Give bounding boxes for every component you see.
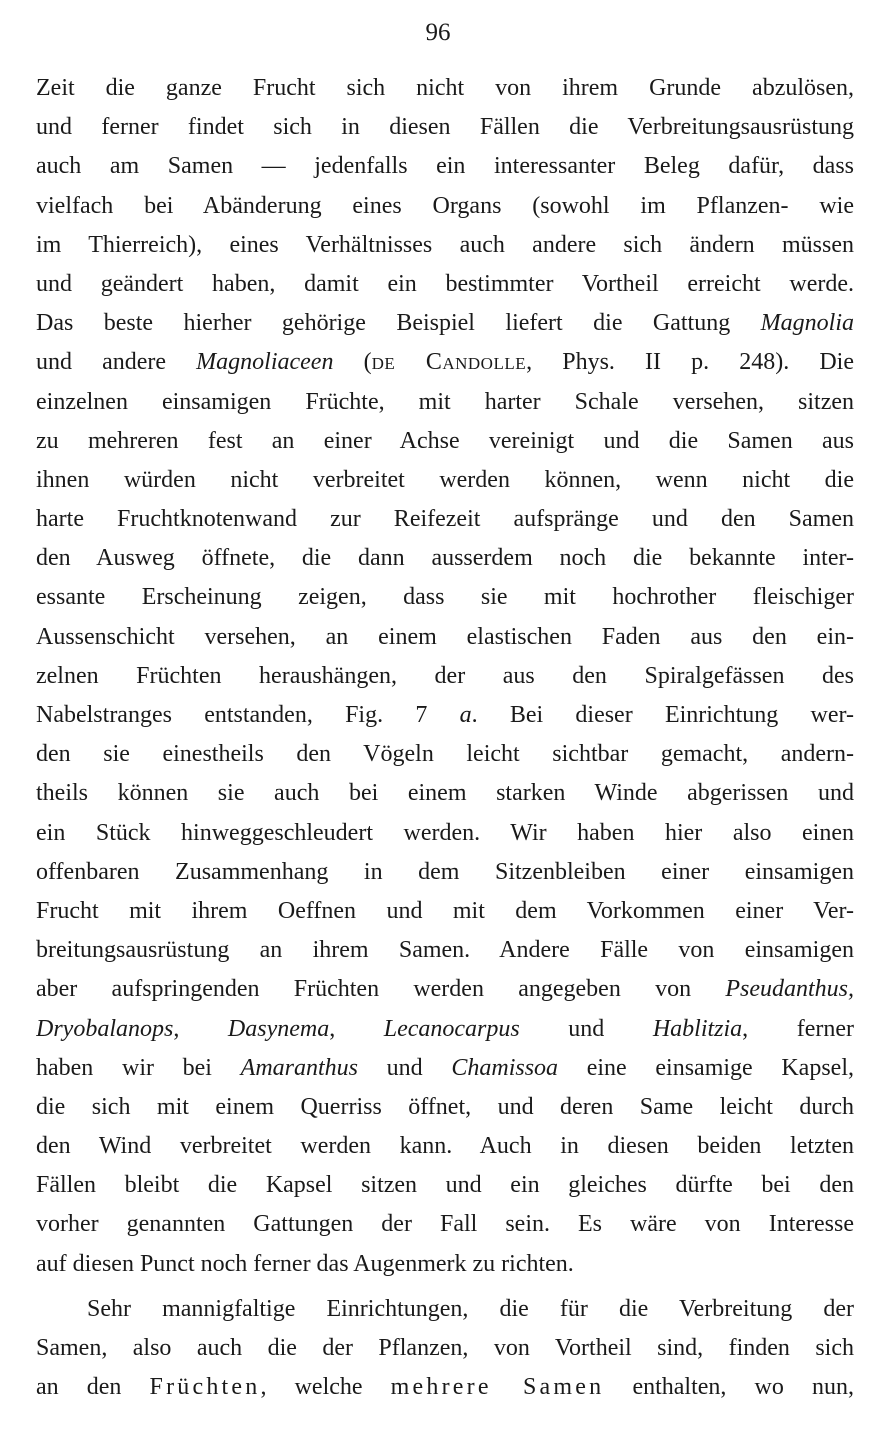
text-line: Frucht mit ihrem Oeffnen und mit dem Vorkommen einer Ver- (36, 897, 854, 924)
text-line: Zeit die ganze Frucht sich nicht von ihrem Grunde abzulösen, (36, 75, 854, 101)
text-line: offenbaren Zusammenhang in dem Sitzenbleiben einer einsamigen (36, 858, 854, 885)
paragraph-2 (36, 1290, 854, 1408)
text-line: Dryobalanops, Dasynema, Lecanocarpus und Hablitzia, ferner (36, 1015, 854, 1042)
family-name: Magnoliaceen (196, 349, 334, 376)
text-line: die sich mit einem Querriss öffnet, und deren Same leicht durch (36, 1093, 854, 1120)
text-line: den Wind verbreitet werden kann. Auch in diesen beiden letzten (36, 1133, 854, 1160)
genus-name: Amaranthus (240, 1054, 358, 1081)
text-line: und andere Magnoliaceen (de Candolle, Phys. II p. 248). Die (36, 349, 854, 376)
text-line: essante Erscheinung zeigen, dass sie mit hochrother fleischiger (36, 584, 854, 611)
paragraph-1 (36, 69, 854, 1284)
genus-name: Lecanocarpus (383, 1015, 520, 1042)
text-line: den sie einestheils den Vögeln leicht sichtbar gemacht, andern- (36, 741, 854, 768)
text-line: auf diesen Punct noch ferner das Augenmerk zu richten. (36, 1250, 574, 1277)
text-line: haben wir bei Amaranthus und Chamissoa eine einsamige Kapsel, (36, 1054, 854, 1081)
emphasis-spaced: Früchten (149, 1374, 261, 1401)
text-line: breitungsausrüstung an ihrem Samen. Andere Fälle von einsamigen (36, 937, 854, 964)
genus-name: Dasynema (227, 1015, 330, 1042)
text-line: und ferner findet sich in diesen Fällen die Verbreitungsausrüstung (36, 114, 854, 141)
genus-name: Magnolia (760, 310, 854, 337)
text-line: Sehr mannigfaltige Einrichtungen, die für die Verbreitung der (87, 1296, 854, 1322)
author-name: de Candolle (371, 349, 527, 376)
genus-name: Chamissoa (451, 1054, 559, 1081)
text-line: vielfach bei Abänderung eines Organs (sowohl im Pflanzen- wie (36, 192, 854, 219)
text-line: und geändert haben, damit ein bestimmter Vortheil erreicht werde. (36, 270, 854, 297)
text-line: auch am Samen — jedenfalls ein interessanter Beleg dafür, dass (36, 153, 854, 180)
page-number: 96 (425, 19, 451, 46)
text-line: im Thierreich), eines Verhältnisses auch andere sich ändern müssen (36, 231, 854, 258)
text-line: aber aufspringenden Früchten werden angegeben von Pseudanthus, (36, 976, 854, 1003)
text-line: Fällen bleibt die Kapsel sitzen und ein gleiches dürfte bei den (36, 1172, 854, 1199)
genus-name: Dryobalanops (36, 1015, 174, 1042)
genus-name: Pseudanthus, (725, 976, 854, 1003)
text-line: theils können sie auch bei einem starken Winde abgerissen und (36, 780, 854, 807)
text-line: zelnen Früchten heraushängen, der aus den Spiralgefässen des (36, 662, 854, 689)
text-line: Nabelstranges entstanden, Fig. 7 a. Bei dieser Einrichtung wer- (36, 702, 854, 728)
text-line: vorher genannten Gattungen der Fall sein. Es wäre von Interesse (36, 1211, 854, 1238)
text-line: ein Stück hinweggeschleudert werden. Wir haben hier also einen (36, 819, 854, 846)
text-line: einzelnen einsamigen Früchte, mit harter Schale versehen, sitzen (36, 388, 854, 415)
emphasis-spaced: mehrere Samen (390, 1374, 605, 1401)
text-line: harte Fruchtknotenwand zur Reifezeit aufspränge und den Samen (36, 506, 854, 533)
text-line: an den Früchten, welche mehrere Samen enthalten, wo nun, (36, 1374, 854, 1401)
figure-label: a (459, 702, 472, 728)
text-line: Samen, also auch die der Pflanzen, von Vortheil sind, finden sich (36, 1335, 854, 1362)
text-line: Das beste hierher gehörige Beispiel liefert die Gattung Magnolia (36, 310, 854, 337)
text-line: zu mehreren fest an einer Achse vereinigt und die Samen aus (36, 427, 854, 454)
text-line: ihnen würden nicht verbreitet werden können, wenn nicht die (36, 466, 854, 493)
text-line: den Ausweg öffnete, die dann ausserdem noch die bekannte inter- (36, 545, 854, 572)
text-line: Aussenschicht versehen, an einem elastischen Faden aus den ein- (36, 623, 854, 650)
genus-name: Hablitzia (652, 1015, 743, 1042)
